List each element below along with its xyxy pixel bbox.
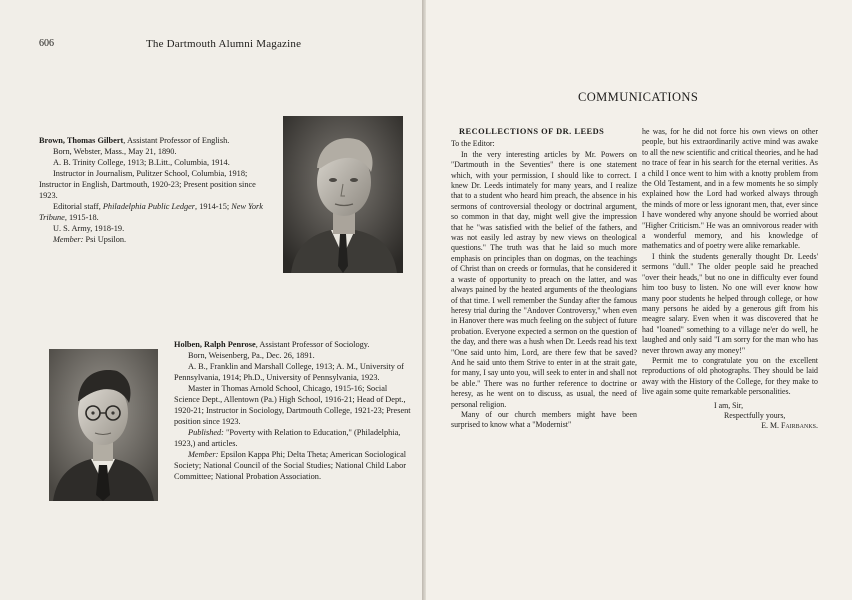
letter-closing: I am, Sir, [714, 400, 744, 410]
letter-paragraph: In the very interesting articles by Mr. Powers on "Dartmouth in the Seventies" there is one statement which, with your permission, I should like to correct. I knew Dr. Leeds intimately for many years, and I realize that to a student who heard him preach, the absence in his sermons of controversial theology or doctrinal argument, so common in that day, might well give the impression that he "was satisfied with the belief of the fathers, and was not easily led astray by new views on theological questions." The truth was that he laid so much more emphasis on principles than on dogmas, on the teachings of Christ than on creeds or formulas, that he considered it a waste of opportunity to preach on the latter, and was always pained by the heated arguments of the theologians of that time. I well remember the Sunday after the famous heresy trial during the "Andover Controversy," when even in Hanover there was much feeling on the subject of future probation. Everyone expected a sermon on the question of the day, and there was a hush when Dr. Leeds read his text "One said unto him, Lord, are there few that be saved? And he said unto them Strive to enter in at the strait gate, for many, I say unto you, will seek to enter in and shall not be able." There was no further reference to doctrine or heresy, as he went on to discuss, as usual, the need of personal religion. [451, 149, 637, 409]
letter-column-1 [451, 127, 637, 431]
left-page [0, 0, 422, 600]
bio-brown-editorial: Editorial staff, Philadelphia Public Ledger, 1914-15; New York Tribune, 1915-18. [39, 202, 263, 222]
portrait-brown [283, 116, 403, 273]
letter-paragraph: I think the students generally thought Dr. Leeds' sermons "dull." The older people said he preached "over their heads," but no one in difficulty ever found him too busy to listen. No one will ever know how many poor students he helped through college, or how many persons he aided by a generous gift from his meagre salary. Even when it was discovered that he had "loaned" something to a village ne'er do well, he laughed and only said "I am sorry for the man who has never thrown away any money!" [642, 251, 818, 355]
bio-holben-published: Published: "Poverty with Relation to Education," (Philadelphia, 1923,) and articles. [174, 428, 401, 448]
bio-holben-career: Master in Thomas Arnold School, Chicago, 1915-16; Social Science Dept., Allentown (Pa.) High School, 1916-21; Head of Dept., 1920-21; Instructor in Sociology, Dartmouth College, 1921-23; Present position since 1923. [174, 384, 411, 426]
letter-salutation: To the Editor: [451, 139, 495, 149]
letter-closing: Respectfully yours, [724, 410, 786, 420]
bio-brown-degrees: A. B. Trinity College, 1913; B.Litt., Columbia, 1914. [53, 158, 230, 167]
bio-brown-member: Member: Psi Upsilon. [53, 235, 127, 244]
letter-signature: E. M. Fairbanks. [761, 421, 818, 431]
bio-holben-degrees: A. B., Franklin and Marshall College, 1913; A. M., University of Pennsylvania, 1914; Ph.D., University of Pennsylvania, 1923. [174, 362, 404, 382]
page-number: 606 [39, 38, 54, 49]
bio-brown [39, 135, 275, 245]
bio-brown-name: Brown, Thomas Gilbert [39, 136, 124, 145]
bio-holben-member: Member: Epsilon Kappa Phi; Delta Theta; American Sociological Society; National Council of the Social Studies; National Child Labor Committee; National Probation Association. [174, 450, 407, 481]
bio-holben [174, 339, 414, 482]
running-head: The Dartmouth Alumni Magazine [146, 38, 302, 50]
letter-title: RECOLLECTIONS OF DR. LEEDS [459, 127, 605, 136]
letter-paragraph: Many of our church members might have been surprised to know what a "Modernist" [451, 409, 637, 430]
letter-paragraph: Permit me to congratulate you on the excellent reproductions of old photographs. They should be laid away with the History of the College, for they make to live again some quite remarkable personalities. [642, 355, 818, 397]
bio-brown-born: Born, Webster, Mass., May 21, 1890. [53, 147, 177, 156]
bio-holben-born: Born, Weisenberg, Pa., Dec. 26, 1891. [188, 351, 315, 360]
bio-brown-title: , Assistant Professor of English. [123, 136, 230, 145]
bio-brown-instructor: Instructor in Journalism, Pulitzer School, Columbia, 1918; Instructor in English, Dartmouth, 1920-23; Present position since 1923. [39, 169, 256, 200]
letter-column-2 [642, 127, 818, 432]
letter-paragraph: he was, for he did not force his own views on other people, but his extraordinarily active mind was awake to all the new scientific and critical theories, and he had no trace of fear in his search for the eternal verities. As a child I once went to him with a knotty problem from the Old Testament, and in a few moments he so simply explained how the Lord had worked always through the minds of more or less ignorant men, that, ever since I have wondered why anyone should be worried about "Higher Criticism." He was an omnivorous reader with a wonderful memory, and his knowledge of mathematics and of poetry were alike remarkable. [642, 127, 818, 251]
bio-brown-army: U. S. Army, 1918-19. [53, 224, 125, 233]
bio-holben-title: , Assistant Professor of Sociology. [255, 340, 370, 349]
portrait-holben [49, 349, 158, 501]
section-title: COMMUNICATIONS [578, 90, 699, 104]
bio-holben-name: Holben, Ralph Penrose [174, 340, 256, 349]
